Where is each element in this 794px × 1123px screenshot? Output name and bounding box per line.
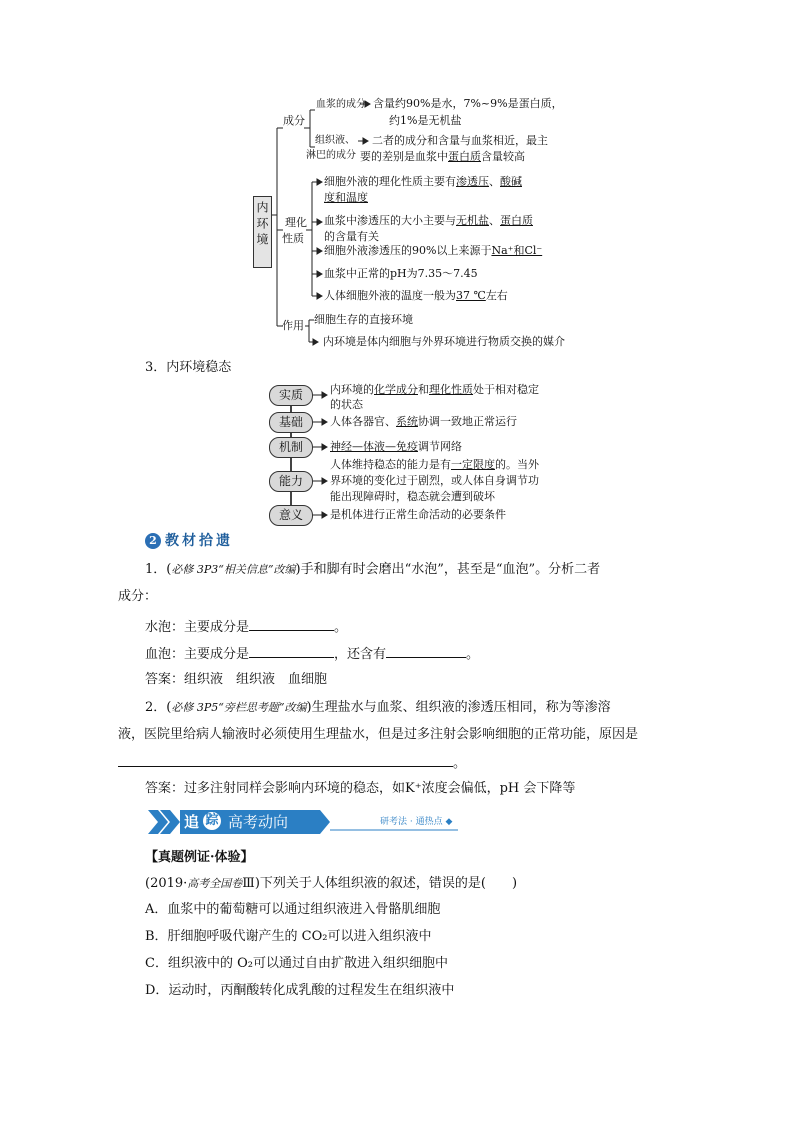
exam-option-b[interactable]: B．肝细胞呼吸代谢产生的 CO₂可以进入组织液中 xyxy=(145,929,432,944)
property-line-3-protein: 蛋白质 xyxy=(500,214,533,227)
q1-blood-blank-1[interactable] xyxy=(249,645,334,658)
essence-chem: 化学成分 xyxy=(374,383,418,396)
function-line-1: 细胞生存的直接环境 xyxy=(314,313,413,326)
exam-source-pre: (2019· xyxy=(145,876,188,891)
q2-line-2: 液，医院里给病人输液时必须使用生理盐水，但是过多注射会影响细胞的正常功能，原因是 xyxy=(118,727,639,742)
q1-answer: 答案：组织液 组织液 血细胞 xyxy=(145,672,328,687)
ability-line-3: 能出现障碍时，稳态就会遭到破坏 xyxy=(330,490,495,503)
mechanism-post: 调节网络 xyxy=(418,440,462,453)
pill-mechanism: 机制 xyxy=(269,437,313,458)
property-line-6: 血浆中正常的pH为7.35～7.45 xyxy=(324,267,478,280)
q1-water-end: 。 xyxy=(334,620,348,635)
q1-line-1 xyxy=(145,562,600,578)
tissue-text-2-protein: 蛋白质 xyxy=(448,150,481,163)
exam-question-text: Ⅲ)下列关于人体组织液的叙述，错误的是( ) xyxy=(242,876,518,891)
root-box xyxy=(253,196,272,268)
property-line-7 xyxy=(324,289,508,303)
banner-title: 高考动向 xyxy=(228,813,289,831)
q2-line-1 xyxy=(145,700,611,716)
property-line-7-temp: 37 ℃ xyxy=(456,289,486,302)
property-line-2-text: 度和温度 xyxy=(324,191,368,204)
property-line-3-salt: 无机盐 xyxy=(456,214,489,227)
property-line-3 xyxy=(324,214,533,228)
mechanism-network: 神经—体液—免疫 xyxy=(330,440,418,453)
q2-blank[interactable] xyxy=(118,754,453,767)
q1-num: 1．( xyxy=(145,562,172,577)
basis-line xyxy=(330,415,517,429)
plasma-text-2: 约1%是无机盐 xyxy=(389,114,462,127)
track-exam-banner xyxy=(148,810,458,834)
tissue-text-2 xyxy=(360,150,525,164)
ability-limit: 一定限度 xyxy=(451,458,495,471)
q1-blood-text: 血泡：主要成分是 xyxy=(145,647,250,662)
properties-label-2: 性质 xyxy=(282,232,304,245)
property-line-1-pre: 细胞外液的理化性质主要有 xyxy=(324,175,456,188)
property-line-7-post: 左右 xyxy=(485,289,508,302)
banner-word-2: 踪 xyxy=(203,812,221,830)
q1-blood-blister xyxy=(145,645,479,663)
q2-end: 。 xyxy=(453,756,467,771)
function-label: 作用 xyxy=(282,319,304,332)
ability-post: 的。当外 xyxy=(495,458,539,471)
tissue-text-2-pre: 要的差别是血浆中 xyxy=(360,150,448,163)
q2-source: 必修 3P5“旁栏思考题”改编 xyxy=(171,701,307,714)
essence-phys: 理化性质 xyxy=(429,383,473,396)
property-line-7-pre: 人体细胞外液的温度一般为 xyxy=(324,289,456,302)
exam-option-c[interactable]: C．组织液中的 O₂可以通过自由扩散进入组织细胞中 xyxy=(145,956,448,971)
property-line-1-osmotic: 渗透压 xyxy=(456,175,489,188)
exam-option-a[interactable]: A．血浆中的葡萄糖可以通过组织液进入骨骼肌细胞 xyxy=(145,902,441,917)
composition-label: 成分 xyxy=(283,114,305,127)
pill-basis: 基础 xyxy=(269,412,313,433)
property-line-1-acid: 酸碱 xyxy=(500,175,522,188)
essence-pre: 内环境的 xyxy=(330,383,374,396)
textbook-heading: 教材拾遗 xyxy=(165,533,233,549)
pill-essence: 实质 xyxy=(269,385,313,406)
q1-water-blister xyxy=(145,618,347,636)
exam-heading: 【真题例证·体验】 xyxy=(145,850,254,865)
basis-pre: 人体各器官、 xyxy=(330,415,396,428)
section-3-title: 3．内环境稳态 xyxy=(145,360,232,375)
exam-source: 高考全国卷 xyxy=(187,877,243,890)
property-line-5 xyxy=(324,244,542,258)
essence-line-2: 的状态 xyxy=(330,398,363,411)
property-line-4: 的含量有关 xyxy=(324,230,379,243)
properties-label-1: 理化 xyxy=(285,216,307,229)
q1-blood-end: 。 xyxy=(466,647,480,662)
q2-answer: 答案：过多注射同样会影响内环境的稳态，如K⁺浓度会偏低，pH 会下降等 xyxy=(145,781,576,796)
pill-ability: 能力 xyxy=(269,471,313,492)
tissue-label-2: 淋巴的成分 xyxy=(306,150,356,161)
q1-water-text: 水泡：主要成分是 xyxy=(145,620,250,635)
root-label: 内环境 xyxy=(255,201,269,249)
plasma-label: 血浆的成分 xyxy=(316,99,366,110)
property-line-1 xyxy=(324,175,522,189)
meaning-line: 是机体进行正常生命活动的必要条件 xyxy=(330,508,506,521)
tissue-label-1: 组织液、 xyxy=(315,135,355,146)
plasma-text-1: 含量约90%是水，7%~9%是蛋白质， xyxy=(373,97,563,110)
essence-post: 处于相对稳定 xyxy=(473,383,539,396)
exam-question xyxy=(145,876,517,892)
banner-word-1: 追 xyxy=(184,813,200,831)
exam-option-d[interactable]: D．运动时，丙酮酸转化成乳酸的过程发生在组织液中 xyxy=(145,983,455,998)
tissue-text-2-post: 含量较高 xyxy=(481,150,525,163)
essence-line-1 xyxy=(330,383,539,397)
q2-line-3 xyxy=(118,754,466,772)
tissue-text-1: 二者的成分和含量与血浆相近，最主 xyxy=(372,134,548,147)
function-line-2: 内环境是体内细胞与外界环境进行物质交换的媒介 xyxy=(323,335,565,348)
q2-num: 2．( xyxy=(145,700,172,715)
basis-post: 协调一致地正常运行 xyxy=(418,415,517,428)
section-badge-icon: 2 xyxy=(145,533,161,549)
essence-mid: 和 xyxy=(418,383,429,396)
q1-blood-mid: ，还含有 xyxy=(334,647,387,662)
ability-line-1 xyxy=(330,458,539,472)
q1-line-2: 成分： xyxy=(118,589,158,604)
property-line-5-ions: Na⁺和Cl⁻ xyxy=(491,244,543,257)
property-line-1-sep: 、 xyxy=(489,175,500,188)
banner-right-text: 研考法 · 通热点 ◆ xyxy=(380,817,453,827)
basis-system: 系统 xyxy=(396,415,418,428)
ability-pre: 人体维持稳态的能力是有 xyxy=(330,458,451,471)
q1-water-blank[interactable] xyxy=(249,618,334,631)
q1-text: )手和脚有时会磨出“水泡”，甚至是“血泡”。分析二者 xyxy=(295,562,601,577)
mechanism-line xyxy=(330,440,462,454)
property-line-2 xyxy=(324,191,368,205)
property-line-3-sep: 、 xyxy=(489,214,500,227)
property-line-3-pre: 血浆中渗透压的大小主要与 xyxy=(324,214,456,227)
q2-text: )生理盐水与血浆、组织液的渗透压相同，称为等渗溶 xyxy=(306,700,611,715)
property-line-5-pre: 细胞外液渗透压的90%以上来源于 xyxy=(324,244,492,257)
q1-blood-blank-2[interactable] xyxy=(386,645,466,658)
ability-line-2: 界环境的变化过于剧烈，或人体自身调节功 xyxy=(330,474,539,487)
pill-meaning: 意义 xyxy=(269,505,313,526)
q1-source: 必修 3P3“相关信息”改编 xyxy=(171,563,296,576)
